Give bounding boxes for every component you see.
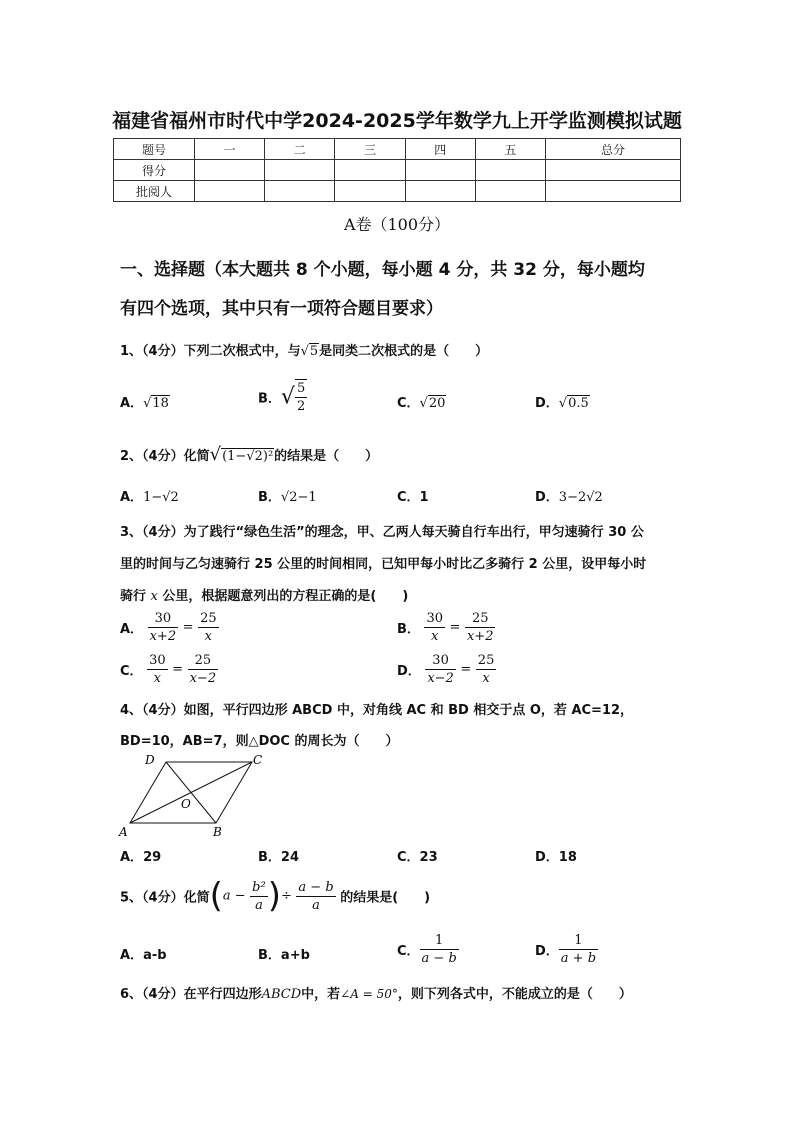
q4-option-d: D．18 — [535, 850, 577, 865]
score-cell: 批阅人 — [114, 181, 195, 202]
radicand: 5 — [309, 344, 319, 359]
score-table-row — [114, 181, 681, 202]
score-input-cell — [405, 181, 475, 202]
sqrt-expr: √5 — [300, 344, 319, 359]
q1-option-d: D．√0.5 — [535, 396, 589, 411]
q5-option-d: D． $\frac{1}{a + b}$ — [535, 933, 597, 966]
q1-stem-text: 1、（4分）下列二次根式中，与 — [120, 344, 301, 359]
q1-option-a: A．√18 — [120, 396, 169, 411]
q1-option-c: C．√20 — [397, 396, 446, 411]
q1-option-b: B．√ $\frac{5}{2}$ — [258, 381, 306, 414]
q2-option-c: C．1 — [397, 490, 429, 505]
parallelogram-figure — [115, 750, 275, 840]
score-cell: 一 — [195, 139, 265, 160]
q2-stem: 2、（4分）化简√(1−√2)²的结果是（ ） — [120, 444, 379, 465]
q4-line1: 4、（4分）如图，平行四边形 ABCD 中，对角线 AC 和 BD 相交于点 O，若 AC=12， — [120, 703, 634, 718]
q3-line2: 里的时间与乙匀速骑行 25 公里的时间相同，已知甲每小时比乙多骑行 2 公里，设甲每小时 — [120, 557, 647, 572]
q3-option-d: D． $\frac{30}{x-2}$ = $\frac{25}{x}$ — [397, 653, 495, 686]
part1-heading-line2: 有四个选项，其中只有一项符合题目要求） — [120, 299, 443, 319]
score-cell: 总分 — [546, 139, 681, 160]
score-table — [113, 138, 681, 202]
score-cell: 四 — [405, 139, 475, 160]
score-input-cell — [265, 160, 335, 181]
q5-option-a: A．a-b — [120, 948, 167, 963]
q5-option-c: C． $\frac{1}{a - b}$ — [397, 933, 457, 966]
score-cell: 得分 — [114, 160, 195, 181]
score-input-cell — [475, 181, 545, 202]
q5-option-b: B．a+b — [258, 948, 310, 963]
score-input-cell — [335, 160, 405, 181]
score-cell: 题号 — [114, 139, 195, 160]
score-input-cell — [546, 181, 681, 202]
score-input-cell — [335, 181, 405, 202]
q2-option-a: A．1−√2 — [120, 490, 179, 505]
q4-option-a: A．29 — [120, 850, 162, 865]
vertex-label-c: C — [253, 753, 263, 767]
diagonal-bd — [166, 762, 216, 823]
q4-line2: BD=10，AB=7，则△DOC 的周长为（ ） — [120, 734, 399, 749]
part1-heading-line1: 一、选择题（本大题共 8 个小题，每小题 4 分，共 32 分，每小题均 — [120, 260, 645, 280]
q5-stem: 5、（4分）化简(a − $\frac{\text{b²}}{a}$ )÷ $\frac{a - b}{a}$ 的结果是( ) — [120, 876, 431, 916]
q4-option-b: B．24 — [258, 850, 300, 865]
score-input-cell — [546, 160, 681, 181]
section-a-heading: A卷（100分） — [343, 215, 451, 234]
score-input-cell — [195, 181, 265, 202]
q3-line1: 3、（4分）为了践行“绿色生活”的理念，甲、乙两人每天骑自行车出行，甲匀速骑行 30 公 — [120, 525, 644, 540]
score-input-cell — [265, 181, 335, 202]
score-input-cell — [475, 160, 545, 181]
q3-option-b: B． $\frac{30}{x}$ = $\frac{25}{x+2}$ — [397, 611, 494, 644]
score-table-header-row — [114, 139, 681, 160]
vertex-label-b: B — [213, 825, 222, 839]
q4-option-c: C．23 — [397, 850, 438, 865]
score-cell: 三 — [335, 139, 405, 160]
center-label-o: O — [181, 797, 191, 811]
score-table-row — [114, 160, 681, 181]
score-cell: 二 — [265, 139, 335, 160]
q3-option-c: C． $\frac{30}{x}$ = $\frac{25}{x-2}$ — [120, 653, 217, 686]
q3-line3: 骑行 x 公里，根据题意列出的方程正确的是( ) — [120, 589, 409, 604]
score-input-cell — [405, 160, 475, 181]
vertex-label-d: D — [145, 753, 155, 767]
radicand: (1−√2)² — [222, 449, 274, 464]
q6-stem: 6、（4分）在平行四边形ABCD中，若∠A = 50°，则下列各式中，不能成立的是（ ） — [120, 987, 632, 1002]
score-cell: 五 — [475, 139, 545, 160]
q1-stem-text: 是同类二次根式的是（ ） — [319, 344, 489, 359]
vertex-label-a: A — [119, 825, 128, 839]
q1-stem — [120, 340, 488, 359]
q2-option-b: B．√2−1 — [258, 490, 317, 505]
exam-title: 福建省福州市时代中学2024-2025学年数学九上开学监测模拟试题 — [112, 110, 682, 132]
score-input-cell — [195, 160, 265, 181]
q2-option-d: D．3−2√2 — [535, 490, 603, 505]
q3-option-a: A． $\frac{30}{x+2}$ = $\frac{25}{x}$ — [120, 611, 217, 644]
